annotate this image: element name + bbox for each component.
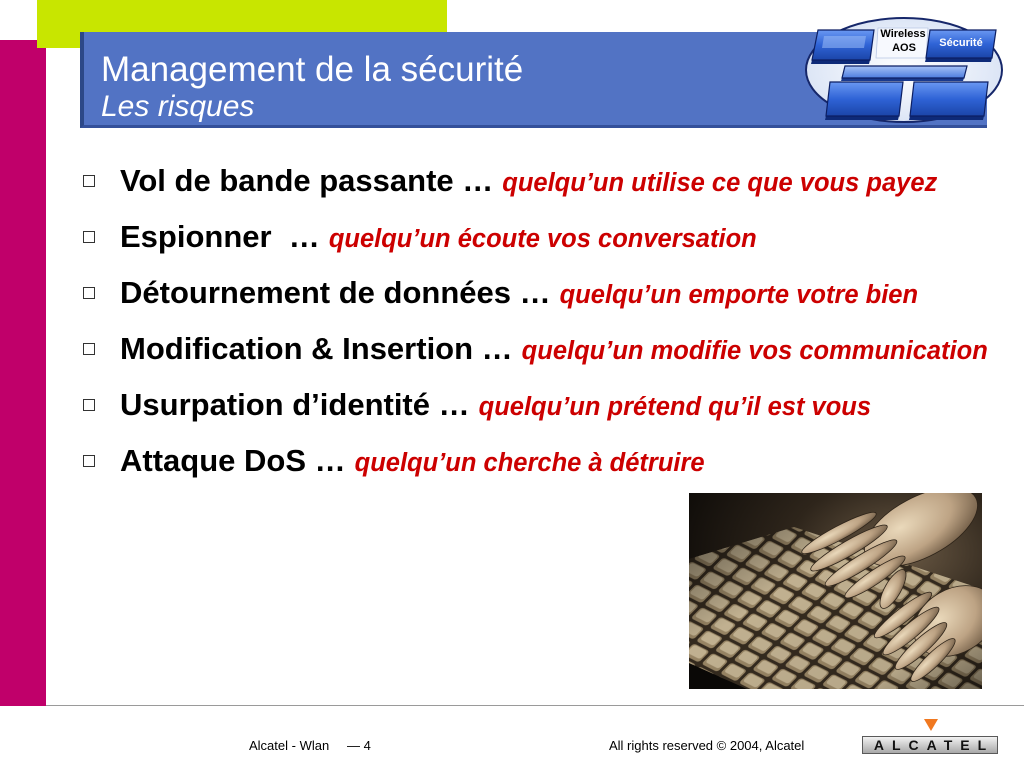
bullet-square-icon — [83, 231, 95, 243]
page-subtitle: Les risques — [101, 90, 255, 123]
bullet-square-icon — [83, 287, 95, 299]
risk-explanation: quelqu’un modifie vos communication — [521, 337, 988, 365]
badge-wireless-label: Wireless — [880, 28, 926, 40]
footer-presentation-name: Alcatel - Wlan — [249, 738, 330, 753]
risk-term: Détournement de données … — [120, 275, 551, 310]
risk-item — [80, 209, 1020, 265]
keyboard-photo — [689, 493, 982, 689]
risk-term: Espionner … — [120, 219, 320, 254]
footer-page-number: — 4 — [347, 738, 371, 753]
badge-tile-top-left — [811, 30, 874, 64]
alcatel-logo — [862, 736, 998, 754]
badge-security-label: Sécurité — [939, 37, 983, 49]
logo-wordmark: ALCATEL — [873, 737, 995, 753]
badge-tile-security — [925, 30, 996, 62]
bullet-square-icon — [83, 455, 95, 467]
risk-item — [80, 321, 1020, 377]
badge-tile-bottom-right — [909, 82, 988, 120]
bullet-square-icon — [83, 399, 95, 411]
risk-term: Usurpation d’identité … — [120, 387, 470, 422]
risk-term: Attaque DoS … — [120, 443, 346, 478]
risk-explanation: quelqu’un prétend qu’il est vous — [478, 393, 872, 421]
risk-term: Modification & Insertion … — [120, 331, 513, 366]
badge-tile-wireless — [876, 28, 928, 58]
risk-item — [80, 265, 1020, 321]
badge-tile-bottom-left — [825, 82, 903, 120]
magenta-side-bar — [0, 40, 46, 706]
bullet-square-icon — [83, 175, 95, 187]
bullet-square-icon — [83, 343, 95, 355]
risk-explanation: quelqu’un emporte votre bien — [559, 281, 919, 309]
risk-explanation: quelqu’un utilise ce que vous payez — [502, 169, 938, 197]
badge-bar-middle — [841, 66, 967, 81]
footer-copyright: All rights reserved © 2004, Alcatel — [609, 738, 805, 753]
logo-arrow-icon — [924, 719, 938, 731]
risk-explanation: quelqu’un cherche à détruire — [354, 449, 705, 477]
badge-aos-label: AOS — [892, 42, 916, 54]
risk-list — [80, 153, 1020, 489]
risk-term: Vol de bande passante … — [120, 163, 494, 198]
risk-item — [80, 153, 1020, 209]
risk-item — [80, 433, 1020, 489]
risk-item — [80, 377, 1020, 433]
wireless-aos-security-badge — [800, 12, 1010, 128]
footer-divider — [0, 705, 1024, 706]
risk-explanation: quelqu’un écoute vos conversation — [328, 225, 757, 253]
page-title: Management de la sécurité — [101, 50, 524, 89]
